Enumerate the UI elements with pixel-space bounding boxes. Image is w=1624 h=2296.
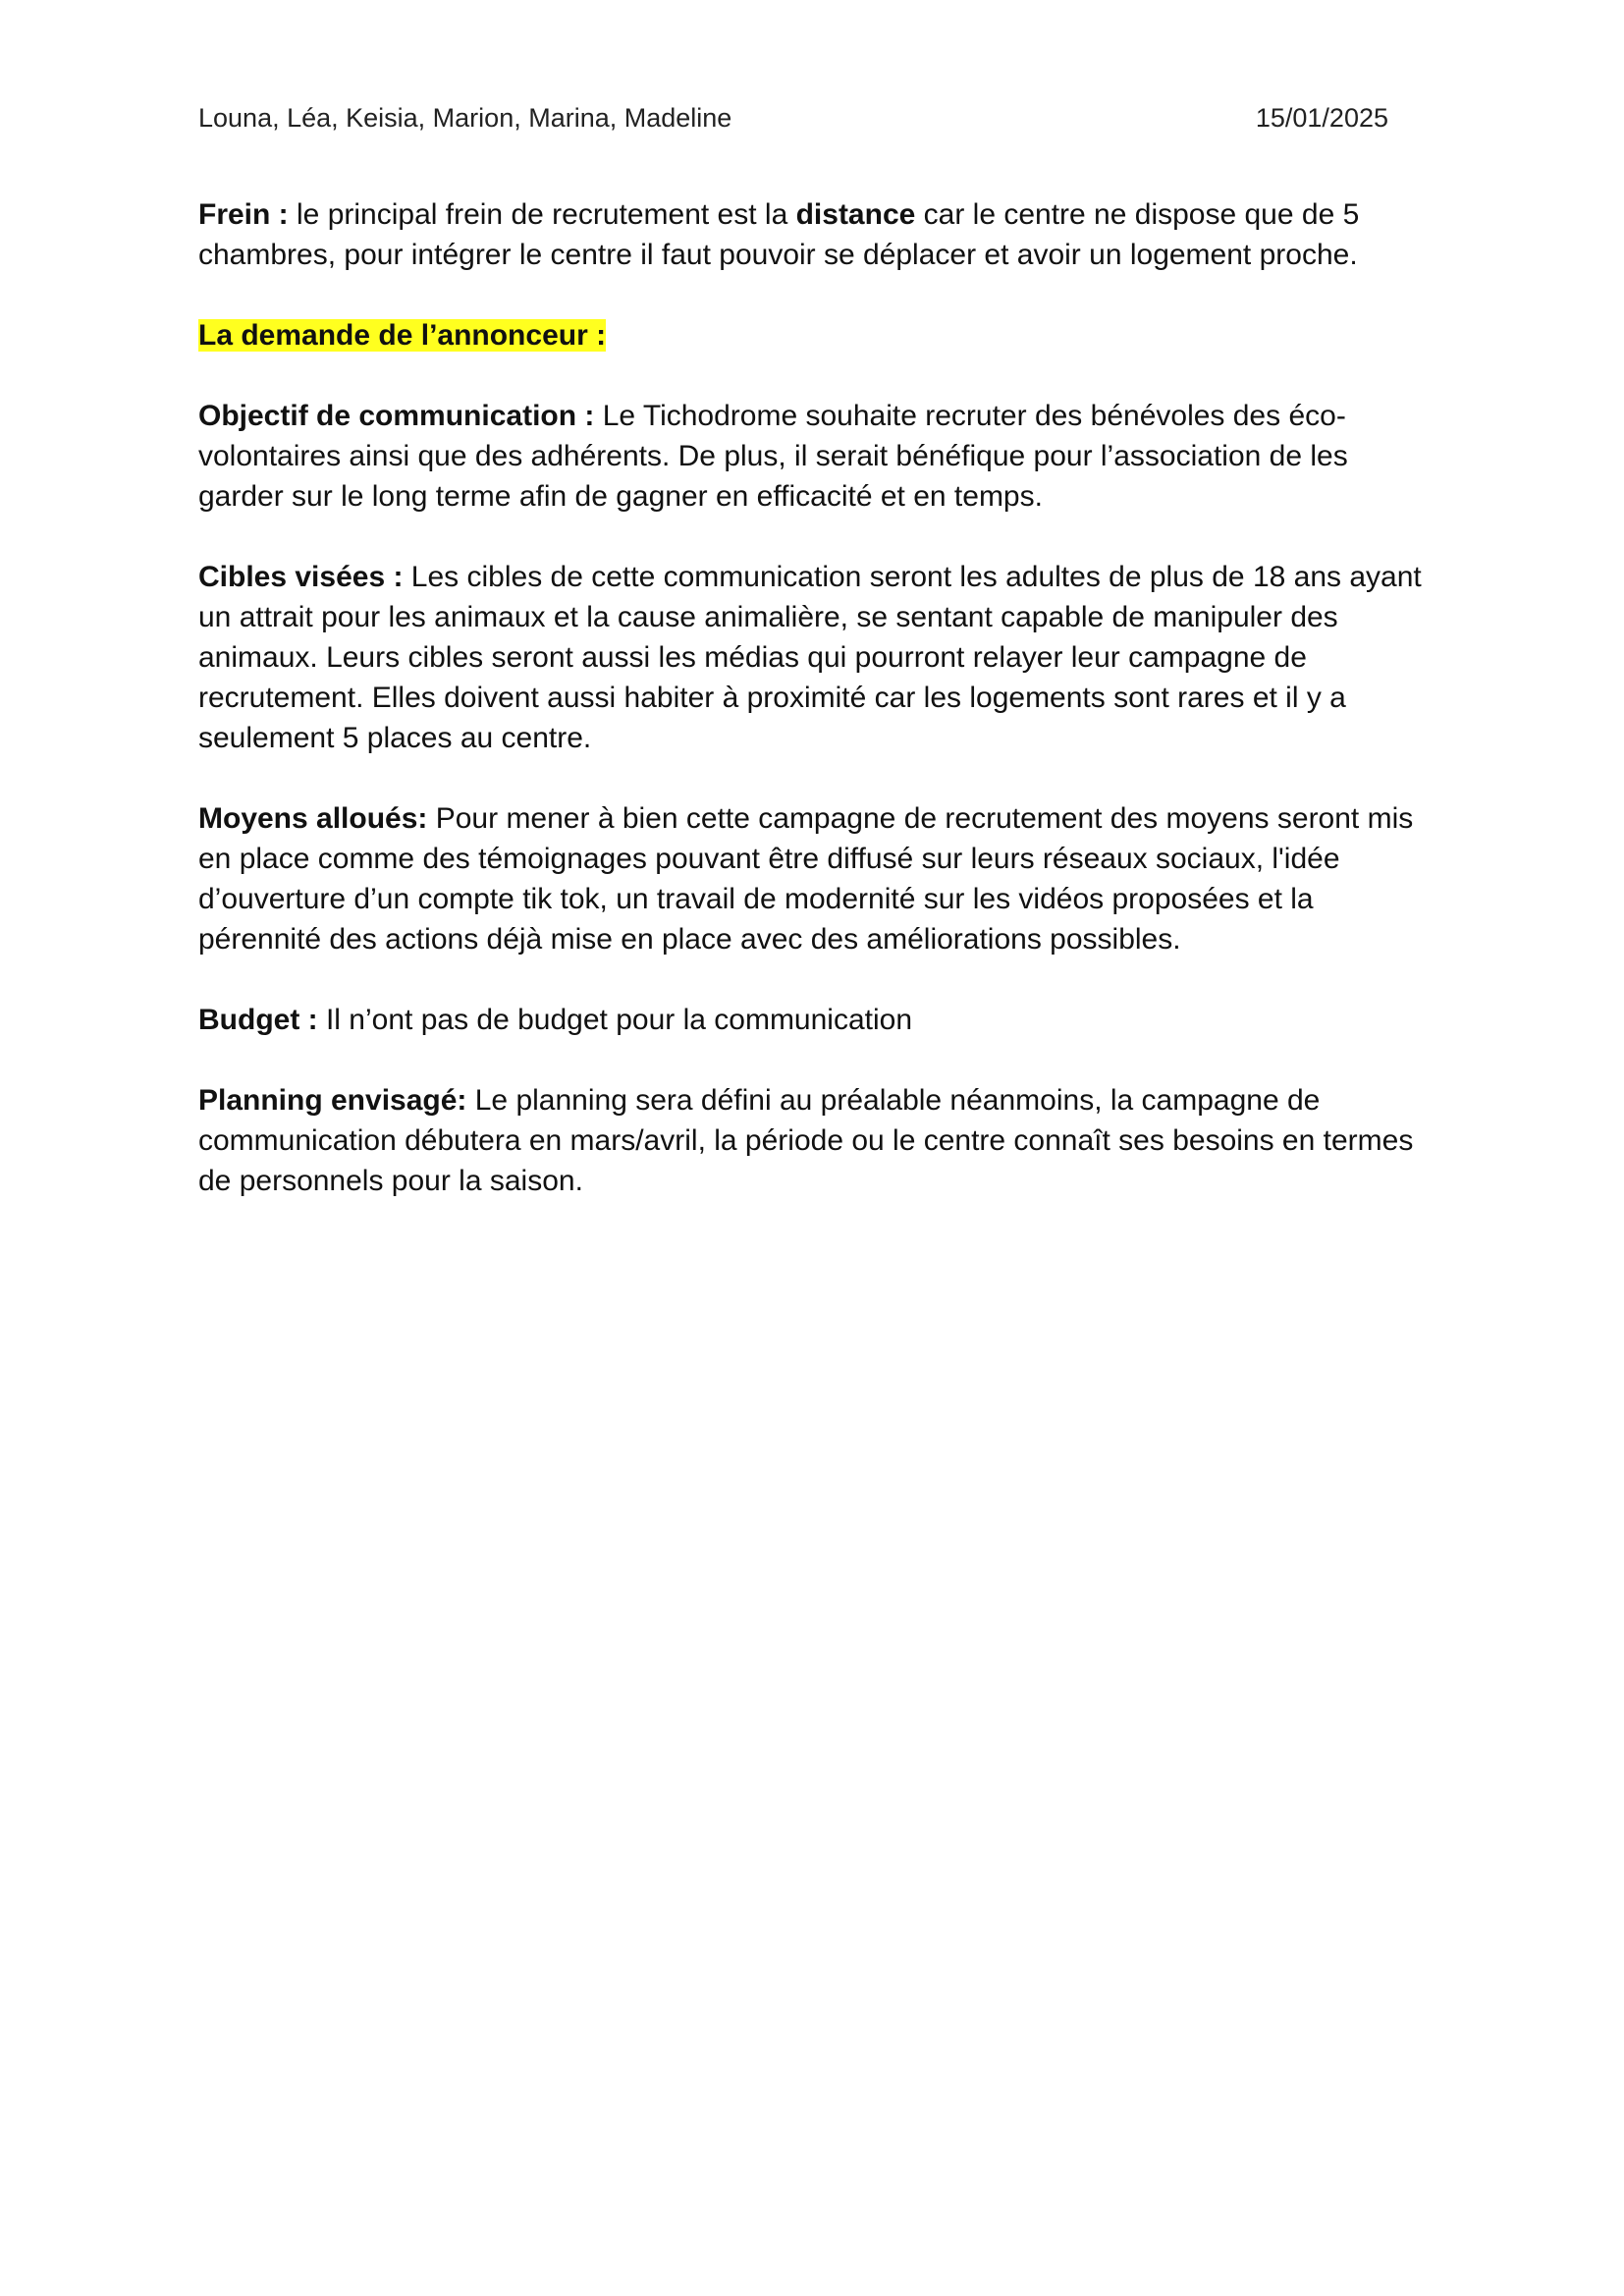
header-authors: Louna, Léa, Keisia, Marion, Marina, Madeline [198,103,732,133]
cibles-text: Les cibles de cette communication seront les adultes de plus de 18 ans ayant un attrait pour les animaux et la cause animalière, se sentant capable de manipuler des animaux. Leurs cibles seront aussi les médias qui pourront relayer leur campagne de recrutement. Elles doivent aussi habiter à proximité car les logements sont rares et il y a seulement 5 places au centre. [198,561,1422,754]
planning-label: Planning envisagé: [198,1084,467,1117]
frein-text-after: car le centre ne dispose que de 5 chambres, pour intégrer le centre il faut pouvoir se déplacer et avoir un logement proche. [198,198,1360,271]
planning-text: Le planning sera défini au préalable néanmoins, la campagne de communication débutera en mars/avril, la période ou le centre connaît ses besoins en termes de personnels pour la saison. [198,1084,1414,1197]
frein-emphasis: distance [795,198,916,231]
paragraph-frein [198,194,1435,275]
moyens-label: Moyens alloués: [198,802,428,835]
cibles-label: Cibles visées : [198,561,404,593]
budget-label: Budget : [198,1004,318,1036]
moyens-text: Pour mener à bien cette campagne de recrutement des moyens seront mis en place comme des témoignages pouvant être diffusé sur leurs réseaux sociaux, l'idée d’ouverture d’un compte tik tok, un travail de modernité sur les vidéos proposées et la pérennité des actions déjà mise en place avec des améliorations possibles. [198,802,1414,956]
header-date: 15/01/2025 [1255,103,1388,133]
section-heading: La demande de l’annonceur : [198,319,607,352]
paragraph-cibles [198,557,1435,758]
frein-text-before: le principal frein de recrutement est la [288,198,796,231]
paragraph-planning [198,1080,1435,1201]
paragraph-objectif [198,396,1435,517]
frein-label: Frein : [198,198,289,231]
paragraph-moyens [198,798,1435,959]
objectif-label: Objectif de communication : [198,400,595,432]
page-header [198,100,1388,136]
paragraph-budget [198,1000,1435,1040]
document-body [198,194,1435,1241]
budget-text: Il n’ont pas de budget pour la communication [317,1004,913,1036]
section-heading-paragraph [198,315,1435,355]
objectif-text: Le Tichodrome souhaite recruter des bénévoles des éco-volontaires ainsi que des adhérents. De plus, il serait bénéfique pour l’association de les garder sur le long terme afin de gagner en efficacité et en temps. [198,400,1348,513]
